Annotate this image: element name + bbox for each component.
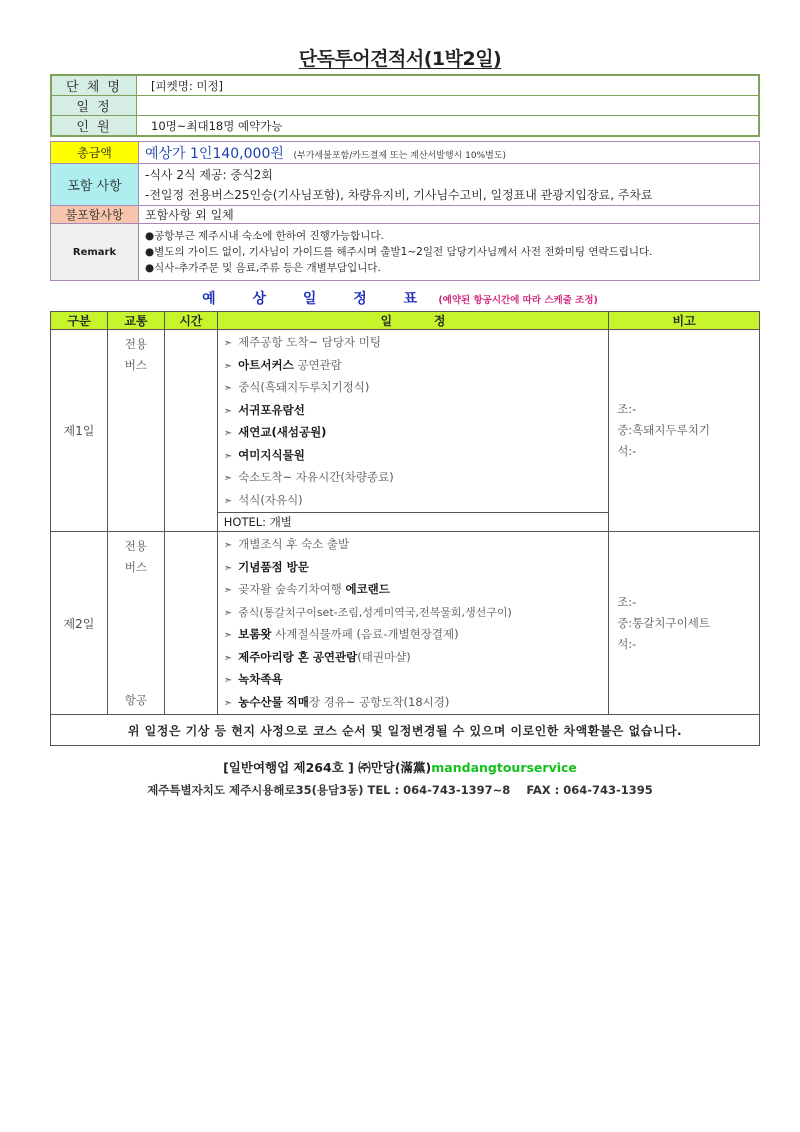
price-table [50,141,760,281]
info-value: 10명~최대18명 예약가능 [137,116,760,137]
itinerary-item: ➣ 곶자왈 숲속기차여행 에코랜드 [223,582,390,596]
remark-item: ●식사-추가주문 및 음료,주류 등은 개별부담입니다. [145,262,381,274]
arrow-icon: ➣ [223,338,233,349]
info-row-people [51,116,759,137]
company-brand: mandangtourservice [431,760,577,775]
company-line [0,758,800,776]
transport-line: 항공 [124,693,147,707]
included-cell [139,164,760,206]
itinerary-item: ➣ 중식(흑돼지두루치기정식) [223,380,370,394]
arrow-icon: ➣ [223,450,233,462]
notes-cell [609,330,760,532]
itinerary-item: ➣ 서귀포유람선 [223,402,305,417]
arrow-icon: ➣ [223,697,233,709]
transport-line: 전용 [124,539,147,553]
schedule-footer-row [51,715,760,746]
itinerary-item: ➣ 석식(자유식) [223,492,303,507]
arrow-icon: ➣ [223,495,233,507]
schedule-title-main: 예 상 일 정 표 [202,291,434,307]
total-value-cell [139,142,760,164]
time-cell [164,532,217,715]
header-division: 구분 [51,312,108,330]
itinerary-item: ➣ 중식(통갈치구이set-조림,성게미역국,전복물회,생선구이) [223,605,512,619]
arrow-icon: ➣ [223,405,233,417]
header-time: 시간 [164,312,217,330]
arrow-icon: ➣ [223,360,233,372]
itinerary-item: ➣ 개별조식 후 숙소 출발 [223,537,350,551]
arrow-icon: ➣ [223,675,233,686]
schedule-header-row [51,312,760,330]
meal-note: 중:흑돼지두루치기 [617,423,710,437]
itinerary-item: ➣ 제주아리랑 혼 공연관람(태권마샬) [223,649,411,664]
itinerary-cell [217,532,608,715]
meal-note: 조:- [617,594,637,609]
arrow-icon: ➣ [223,585,233,596]
total-label: 총금액 [51,142,139,164]
excluded-value: 포함사항 외 일체 [139,206,760,224]
info-label: 인 원 [51,116,137,137]
header-transport: 교통 [107,312,164,330]
company-address: 제주특별자치도 제주시용해로35(용담3동) TEL : 064-743-1397~8 FAX : 064-743-1395 [147,783,653,797]
company-license: [일반여행업 제264호 ] ㈜만당(滿黨) [223,760,432,775]
arrow-icon: ➣ [223,428,233,439]
hotel-info: HOTEL: 개별 [217,513,608,532]
price-row-excluded [51,206,760,224]
schedule-title-sub: (예약된 항공시간에 따라 스케줄 조정) [438,295,598,306]
remark-label: Remark [51,224,139,281]
remark-item: ●별도의 가이드 없이, 기사님이 가이드를 해주시며 출발1~2일전 담당기사님께서 사전 전화미팅 연락드립니다. [145,246,653,258]
info-label: 일 정 [51,96,137,116]
itinerary-item: ➣ 새연교(새섬공원) [223,425,327,439]
meal-note: 조:- [617,402,637,416]
info-value: [피켓명: 미정] [137,75,760,96]
itinerary-item: ➣ 여미지식물원 [223,447,305,462]
itinerary-item: ➣ 숙소도착~ 자유시간(차량종료) [223,470,394,484]
price-row-included [51,164,760,206]
transport-cell [107,330,164,532]
remark-item: ●공항부근 제주시내 숙소에 한하여 진행가능합니다. [145,230,384,242]
info-table [50,74,760,137]
arrow-icon: ➣ [223,473,233,484]
arrow-icon: ➣ [223,630,233,641]
total-price-note: (부가세불포함/카드결제 또는 계산서발행시 10%별도) [293,150,507,161]
transport-line: 전용 [124,337,147,351]
transport-line: 버스 [124,560,147,574]
arrow-icon: ➣ [223,652,233,664]
included-label: 포함 사항 [51,164,139,206]
schedule-disclaimer: 위 일정은 기상 등 현지 사정으로 코스 순서 및 일정변경될 수 있으며 이로인한 차액환불은 없습니다. [51,715,760,746]
meal-note: 석:- [617,444,637,458]
meal-note: 중:통갈치구이세트 [617,615,710,630]
transport-cell [107,532,164,715]
info-row-group-name [51,75,759,96]
excluded-label: 불포함사항 [51,206,139,224]
time-cell [164,330,217,532]
transport-line: 버스 [124,358,147,372]
itinerary-item: ➣ 보롬왓 사계절식물까페 (음료-개별현장결제) [223,627,459,641]
arrow-icon: ➣ [223,607,233,619]
price-row-total [51,142,760,164]
document-title: 단독투어견적서(1박2일) [298,48,502,70]
header-notes: 비고 [609,312,760,330]
remark-cell [139,224,760,281]
day-label: 제2일 [51,532,108,715]
info-label: 단 체 명 [51,75,137,96]
info-value [137,96,760,116]
included-item: -식사 2식 제공: 중식2회 [145,167,273,182]
meal-note: 석:- [617,636,637,651]
info-row-schedule [51,96,759,116]
notes-cell [609,532,760,715]
itinerary-item: ➣ 농수산물 직매장 경유~ 공항도착(18시경) [223,694,450,709]
schedule-row-day1 [51,330,760,513]
itinerary-item: ➣ 녹차족욕 [223,672,283,686]
arrow-icon: ➣ [223,562,233,574]
price-row-remark [51,224,760,281]
included-item: -전일정 전용버스25인승(기사님포함), 차량유지비, 기사님수고비, 일정표내 관광지입장료, 주차료 [145,187,653,202]
schedule-title [0,288,800,308]
schedule-row-day2 [51,532,760,715]
schedule-table [50,311,760,746]
day-label: 제1일 [51,330,108,532]
header-itinerary: 일 정 [217,312,608,330]
arrow-icon: ➣ [223,540,233,551]
itinerary-item: ➣ 기념품점 방문 [223,559,309,574]
itinerary-cell [217,330,608,513]
itinerary-item: ➣ 제주공항 도착~ 담당자 미팅 [223,335,381,349]
total-price: 예상가 1인140,000원 [145,145,284,162]
arrow-icon: ➣ [223,383,233,394]
itinerary-item: ➣ 아트서커스 공연관람 [223,357,342,372]
